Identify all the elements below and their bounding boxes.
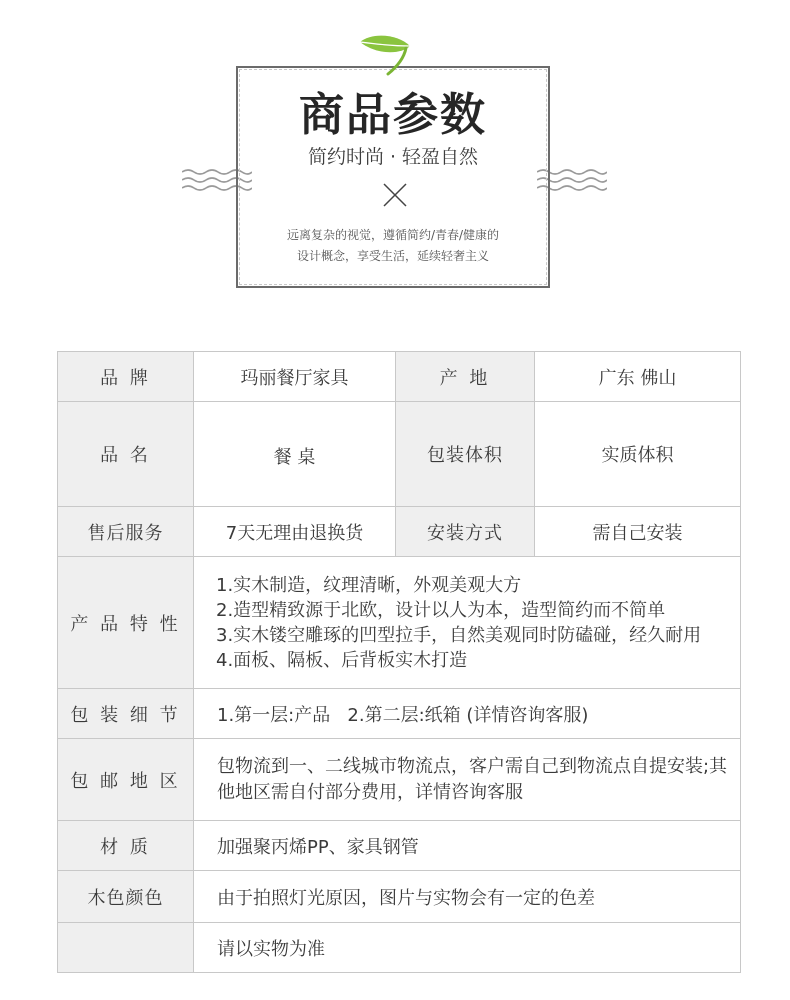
label-product-name: 品 名 [58,402,194,507]
header-section [0,0,790,300]
label-shipping: 包 邮 地 区 [58,739,194,821]
table-row [58,557,741,689]
label-after-sales: 售后服务 [58,507,194,557]
leaf-icon [358,32,418,78]
value-wood-color: 由于拍照灯光原因，图片与实物会有一定的色差 [194,871,741,923]
label-wood-color: 木色颜色 [58,871,194,923]
table-row [58,821,741,871]
feature-item: 3.实木镂空雕琢的凹型拉手，自然美观同时防磕碰，经久耐用 [216,624,702,646]
table-row [58,402,741,507]
spec-table [57,351,741,973]
label-install-method: 安装方式 [396,507,535,557]
value-packing: 1.第一层:产品 2.第二层:纸箱 (详情咨询客服) [194,689,741,739]
description-line: 设计概念，享受生活，延续轻奢主义 [296,249,489,263]
table-row [58,507,741,557]
value-actual-volume: 实质体积 [535,402,741,507]
table-row [58,871,741,923]
label-material: 材 质 [58,821,194,871]
label-package-volume: 包装体积 [396,402,535,507]
label-packing: 包 装 细 节 [58,689,194,739]
value-note: 请以实物为准 [194,923,741,973]
close-cross-icon [382,182,408,208]
value-product-name: 餐 桌 [194,402,396,507]
page-title: 商品参数 [298,88,487,141]
description-line: 远离复杂的视觉，遵循简约/青春/健康的 [286,228,500,242]
label-note [58,923,194,973]
table-row [58,739,741,821]
table-row [58,923,741,973]
feature-item: 2.造型精致源于北欧，设计以人为本，造型简约而不简单 [216,599,666,621]
value-features [194,557,741,689]
value-install-method: 需自己安装 [535,507,741,557]
page-subtitle: 简约时尚 · 轻盈自然 [307,146,479,168]
value-origin: 广东 佛山 [535,352,741,402]
header-description [236,225,550,267]
value-shipping: 包物流到一、二线城市物流点，客户需自己到物流点自提安装;其他地区需自付部分费用，详情咨询客服 [194,739,741,821]
label-origin: 产 地 [396,352,535,402]
table-row [58,689,741,739]
label-features: 产 品 特 性 [58,557,194,689]
feature-item: 4.面板、隔板、后背板实木打造 [216,649,468,671]
value-brand: 玛丽餐厅家具 [194,352,396,402]
value-material: 加强聚丙烯PP、家具钢管 [194,821,741,871]
feature-item: 1.实木制造，纹理清晰，外观美观大方 [216,574,522,596]
label-brand: 品 牌 [58,352,194,402]
value-after-sales: 7天无理由退换货 [194,507,396,557]
table-row [58,352,741,402]
